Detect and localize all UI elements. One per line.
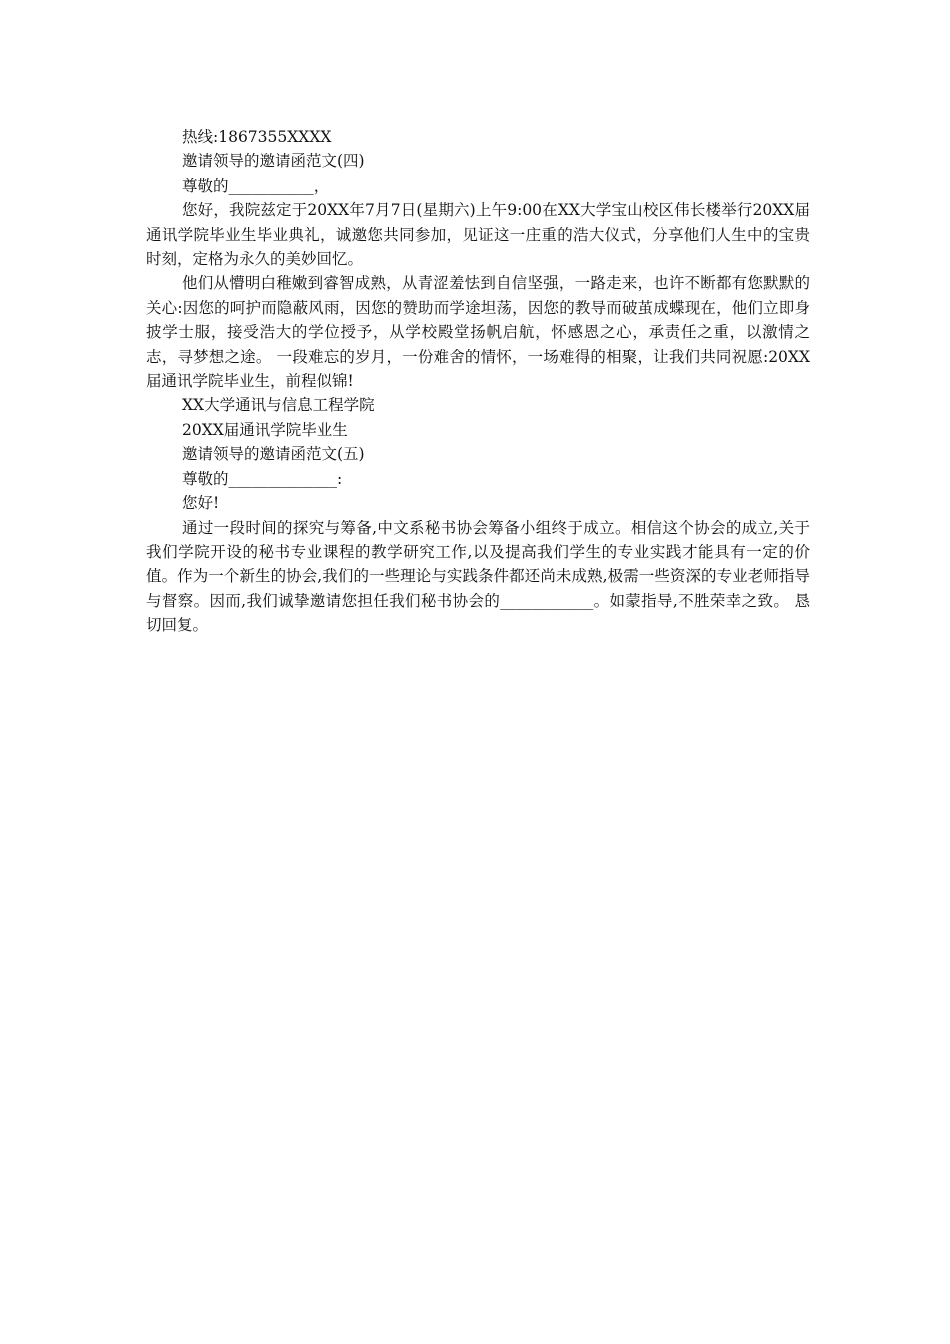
invitation-body-paragraph: 通过一段时间的探究与筹备,中文系秘书协会筹备小组终于成立。相信这个协会的成立,关于我们学院开设的秘书专业课程的教学研究工作,以及提高我们学生的专业实践才能具有一定的价值。作为一个新生的协会,我们的一些理论与实践条件都还尚未成熟,极需一些资深的专业老师指导与督察。因而,我们诚挚邀请您担任我们秘书协会的____________。如蒙指导,不胜荣幸之致。 恳切回复。 — [146, 518, 810, 635]
salutation-five: 尊敬的______________: — [182, 469, 343, 488]
hotline-line: 热线:1867355XXXX — [182, 128, 332, 146]
invitation-body-paragraph: 他们从懵明白稚嫩到睿智成熟，从青涩羞怯到自信坚强，一路走来，也许不断都有您默默的关心:因您的呵护而隐蔽风雨，因您的赞助而学途坦荡，因您的教导而破茧成蝶现在，他们立即身披学士服，接受浩大的学位授予，从学校殿堂扬帆启航，怀感恩之心，承责任之重，以激情之志，寻梦想之途。 一段难忘的岁月，一份难舍的情怀，一场难得的相聚，让我们共同祝愿:20XX届通讯学院毕业生，前程似锦! — [146, 274, 810, 391]
greeting-five: 您好! — [182, 494, 220, 513]
document-body — [146, 125, 810, 638]
signature-school: XX大学通讯与信息工程学院 — [182, 396, 375, 415]
salutation-four: 尊敬的___________， — [182, 176, 330, 195]
signature-graduates: 20XX届通讯学院毕业生 — [182, 420, 348, 439]
section-title-five: 邀请领导的邀请函范文(五) — [182, 445, 365, 464]
section-title-four: 邀请领导的邀请函范文(四) — [182, 152, 365, 171]
invitation-body-paragraph: 您好，我院兹定于20XX年7月7日(星期六)上午9:00在XX大学宝山校区伟长楼举行20XX届通讯学院毕业生毕业典礼，诚邀您共同参加，见证这一庄重的浩大仪式，分享他们人生中的宝贵时刻，定格为永久的美妙回忆。 — [146, 201, 810, 269]
